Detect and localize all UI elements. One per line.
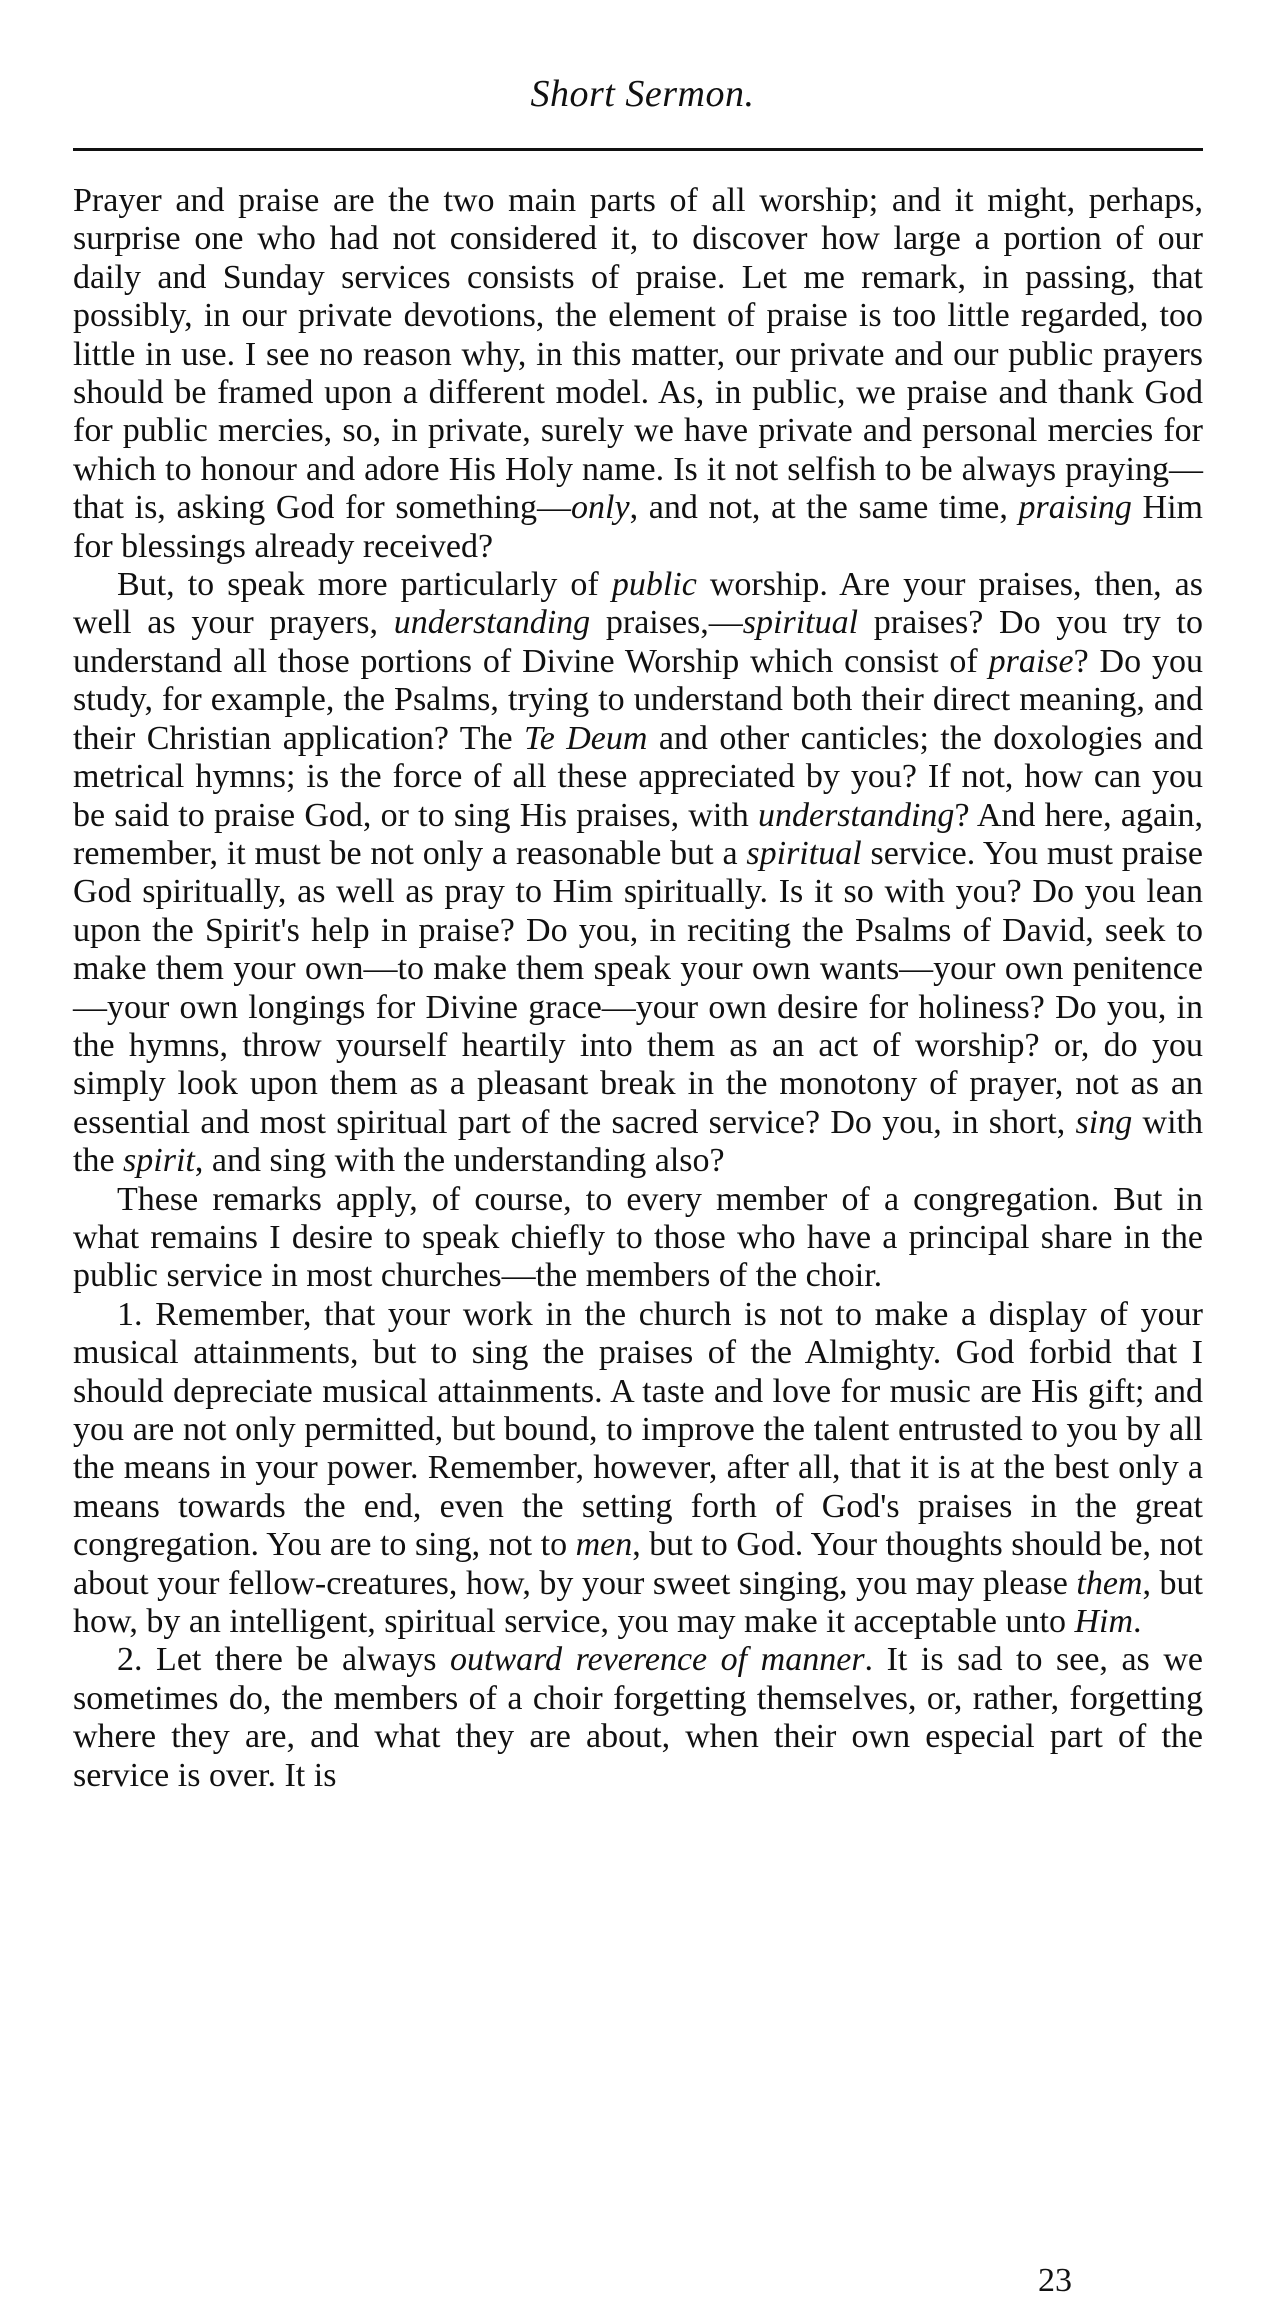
italic-emphasis: only xyxy=(571,489,630,527)
paragraph xyxy=(73,1181,1203,1296)
sermon-text xyxy=(73,182,1203,1795)
text-run: Him for blessings already received? xyxy=(73,489,1204,565)
text-run: Prayer and praise are the two main parts of all worship; and it might, perhaps, surprise one who had not considered it, to discover how large a portion of our daily and Sunday services consists of praise. Let me remark, in passing, that possibly, in our private devotions, the element of praise is too little regarded, too little in use. I see no reason why, in this matter, our private and our public prayers should be framed upon a different model. As, in public, we praise and thank God for public mercies, so, in private, surely we have private and personal mercies for which to honour and adore His Holy name. Is it not selfish to be always praying—that is, asking God for something— xyxy=(73,182,1203,527)
header-rule xyxy=(73,148,1203,151)
text-run: , and sing with the understanding also? xyxy=(194,1142,725,1180)
text-run: service. You must praise God spiritually, as well as pray to Him spiritually. Is it so with you? Do you lean upon the Spirit's help in praise? Do you, in reciting the Psalms of David, seek to make them your own—to make them speak your own wants—your own penitence—your own longings for Divine grace—your own desire for holiness? Do you, in the hymns, throw yourself heartily into them as an act of worship? or, do you simply look upon them as a pleasant break in the monotony of prayer, not as an essential and most spiritual part of the sacred service? Do you, in short, xyxy=(73,834,1203,1141)
italic-emphasis: spiritual xyxy=(746,834,862,872)
italic-emphasis: outward reverence of manner xyxy=(450,1641,865,1679)
paragraph xyxy=(73,182,1203,566)
text-run: . It is sad to see, as we sometimes do, the members of a choir forgetting themselves, or, rather, forgetting where they are, and what they are about, when their own especial part of the service is over. It is xyxy=(73,1641,1203,1794)
italic-emphasis: spirit xyxy=(123,1142,195,1180)
italic-emphasis: praise xyxy=(988,642,1074,680)
text-run: . xyxy=(1133,1603,1142,1641)
text-run: praises? Do you try to understand all those portions of Divine Worship which consist of xyxy=(73,604,1203,680)
text-run: , but how, by an intelligent, spiritual service, you may make it acceptable unto xyxy=(73,1564,1204,1641)
italic-emphasis: men xyxy=(575,1526,633,1564)
text-run: ? And here, again, remember, it must be not only a reasonable but a xyxy=(73,796,1203,872)
text-run: 1. Remember, that your work in the church is not to make a display of your musical attainments, but to sing the praises of the Almighty. God forbid that I should depreciate musical attainments. A taste and love for music are His gift; and you are not only permitted, but bound, to improve the talent entrusted to you by all the means in your power. Remember, however, after all, that it is at the best only a means towards the end, even the setting forth of God's praises in the great congregation. You are to sing, not to xyxy=(73,1295,1203,1564)
running-head: Short Sermon. xyxy=(530,73,755,115)
italic-emphasis: public xyxy=(611,566,697,604)
page-number: 23 xyxy=(1038,2262,1072,2299)
text-run: worship. Are your praises, then, as well as your prayers, xyxy=(73,566,1203,642)
text-run: and other canticles; the doxologies and metrical hymns; is the force of all these appreciated by you? If not, how can you be said to praise God, or to sing His praises, with xyxy=(73,719,1203,834)
text-run: These remarks apply, of course, to every member of a congregation. But in what remains I desire to speak chiefly to those who have a principal share in the public service in most churches—the members of the choir. xyxy=(73,1180,1203,1295)
italic-emphasis: spiritual xyxy=(742,604,859,642)
text-run: But, to speak more particularly of xyxy=(117,566,612,604)
text-run: praises,— xyxy=(590,604,743,642)
text-run: 2. Let there be always xyxy=(117,1641,450,1679)
text-run: , but to God. Your thoughts should be, not about your fellow-creatures, how, by your sweet singing, you may please xyxy=(73,1526,1203,1602)
paragraph xyxy=(73,1641,1203,1795)
text-run: ? Do you study, for example, the Psalms, trying to understand both their direct meaning, and their Christian application? The xyxy=(73,642,1203,757)
italic-emphasis: understanding xyxy=(393,604,591,642)
italic-emphasis: Te Deum xyxy=(523,719,648,757)
italic-emphasis: understanding xyxy=(757,796,955,834)
text-run: , and not, at the same time, xyxy=(629,489,1019,527)
italic-emphasis: praising xyxy=(1018,489,1132,527)
paragraph xyxy=(73,1296,1203,1642)
italic-emphasis: them xyxy=(1076,1564,1143,1602)
paragraph xyxy=(73,566,1203,1181)
italic-emphasis: sing xyxy=(1075,1103,1133,1141)
text-run: with the xyxy=(73,1103,1203,1180)
italic-emphasis: Him xyxy=(1074,1603,1134,1641)
